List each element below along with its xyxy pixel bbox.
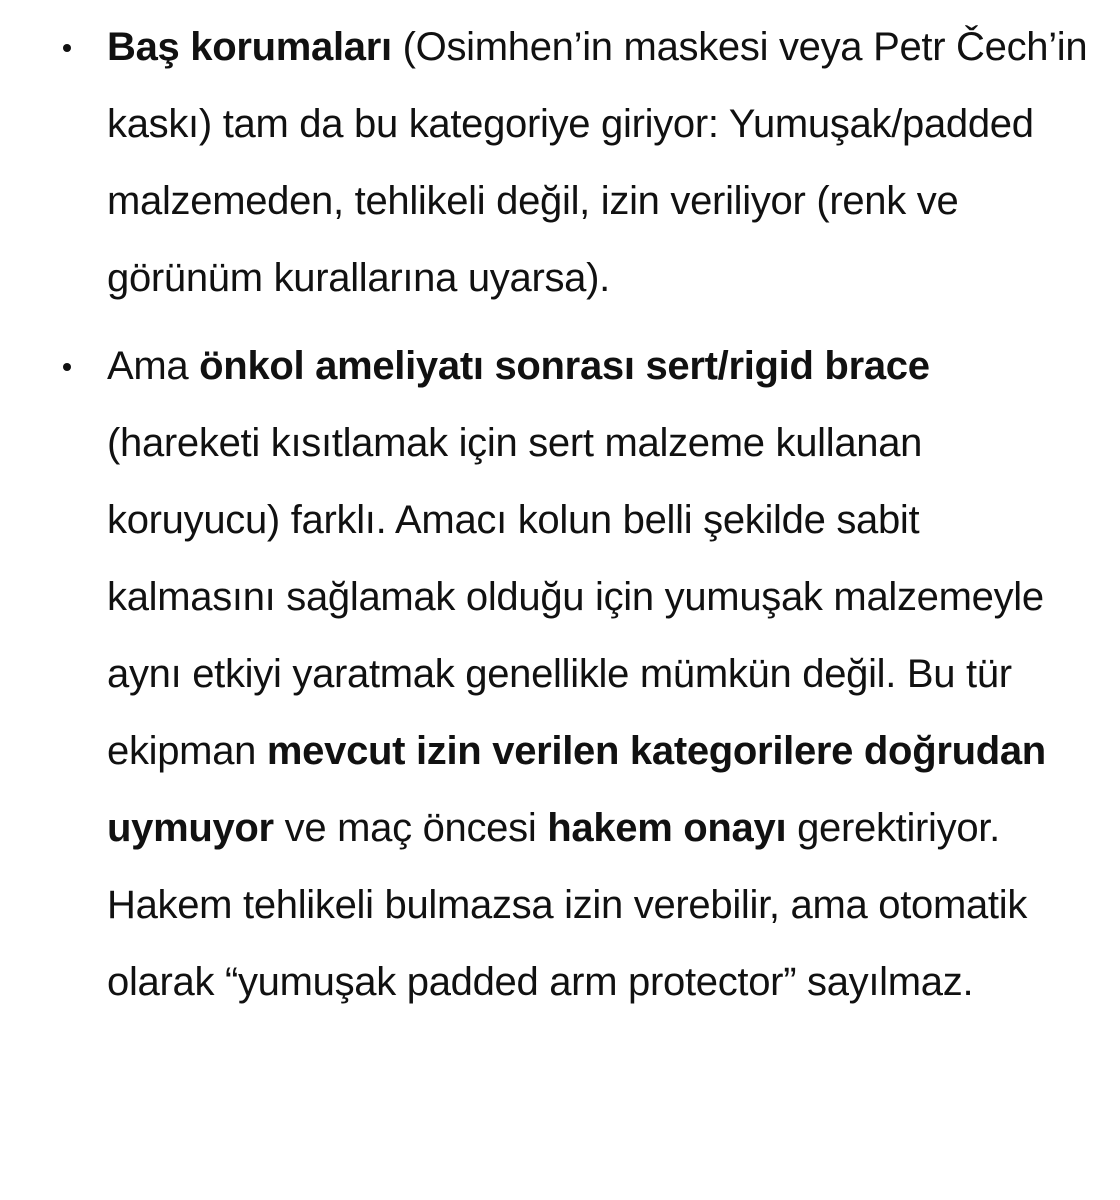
body-text: Ama bbox=[107, 344, 200, 388]
bullet-dot-icon bbox=[63, 44, 71, 52]
bold-text: mevcut izin verilen kategorilere doğrudan uymuyor bbox=[107, 729, 1046, 850]
body-text: gerektiriyor. Hakem tehlikeli bulmazsa izin verebilir, ama otomatik olarak “yumuşak padded arm protector” sayılmaz. bbox=[107, 806, 1028, 1004]
bold-text: hakem onayı bbox=[547, 806, 787, 850]
bold-text: önkol ameliyatı sonrası sert/rigid brace bbox=[199, 344, 930, 388]
body-text: ve maç öncesi bbox=[273, 806, 548, 850]
bullet-dot-icon bbox=[63, 363, 71, 371]
body-text: (Osimhen’in maskesi veya Petr Čech’in kaskı) tam da bu kategoriye giriyor: Yumuşak/padded malzemeden, tehlikeli değil, izin veriliyor (renk ve görünüm kurallarına uyarsa). bbox=[107, 25, 1088, 300]
bullet-item-head-protection bbox=[0, 0, 1120, 317]
bold-text: Baş korumaları bbox=[107, 25, 392, 69]
bullet-item-rigid-brace bbox=[0, 328, 1120, 1021]
body-text: (hareketi kısıtlamak için sert malzeme kullanan koruyucu) farklı. Amacı kolun belli şekilde sabit kalmasını sağlamak olduğu için yumuşak malzemeyle aynı etkiyi yaratmak genellikle mümkün değil. Bu tür ekipman bbox=[107, 421, 1044, 773]
